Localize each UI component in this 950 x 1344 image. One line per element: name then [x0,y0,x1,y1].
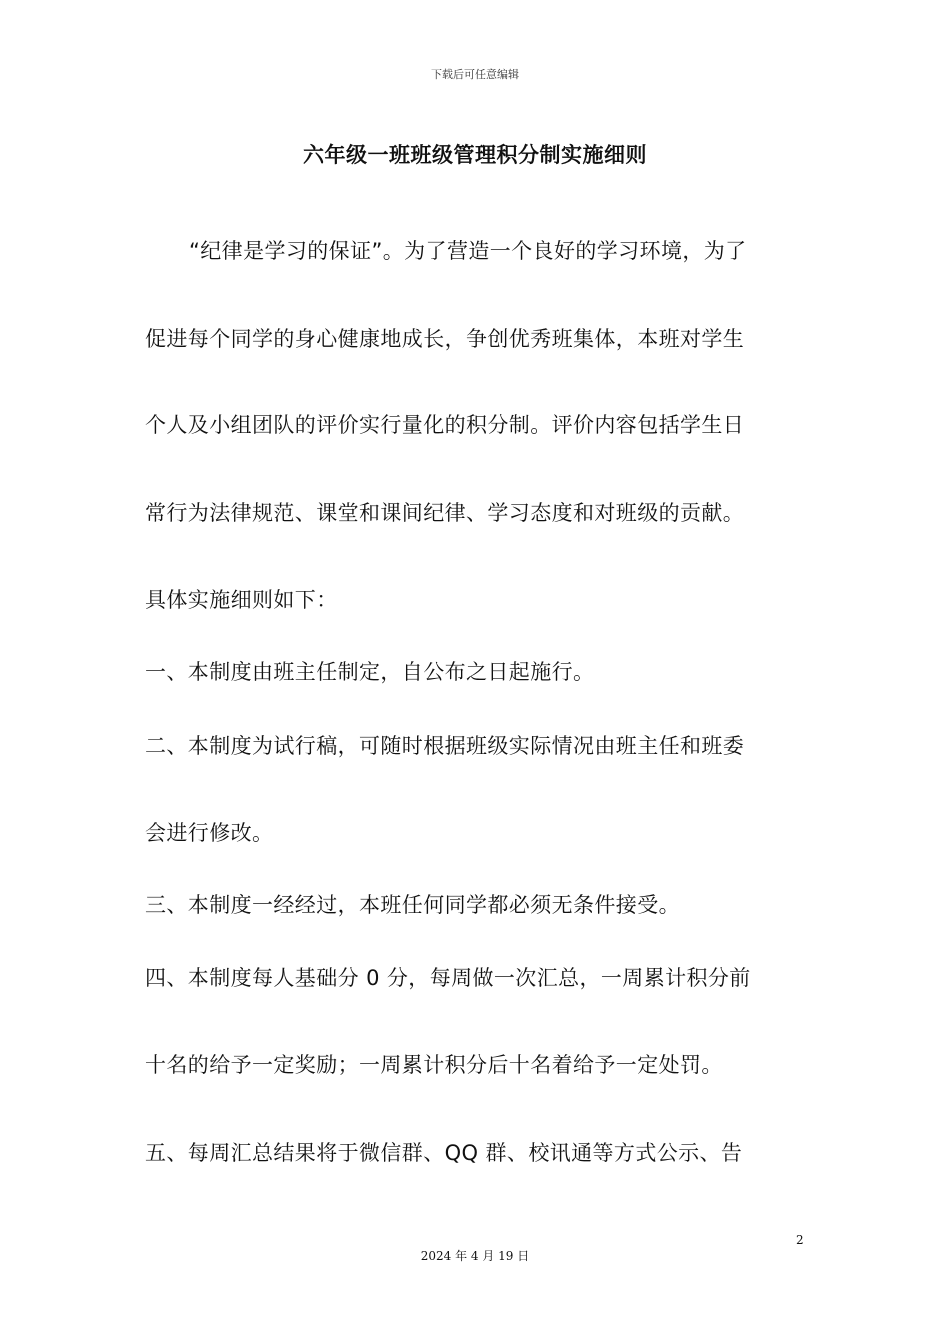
paragraph-line: 促进每个同学的身心健康地成长，争创优秀班集体，本班对学生 [145,327,745,351]
paragraph-line: 常行为法律规范、课堂和课间纪律、学习态度和对班级的贡献。 [145,501,745,525]
paragraph-line: “纪律是学习的保证”。为了营造一个良好的学习环境，为了 [189,239,747,263]
paragraph-line: 个人及小组团队的评价实行量化的积分制。评价内容包括学生日 [145,413,745,437]
header-note: 下载后可任意编辑 [431,68,519,81]
list-item: 二、本制度为试行稿，可随时根据班级实际情况由班主任和班委 [145,734,745,758]
document-title: 六年级一班班级管理积分制实施细则 [303,143,647,167]
list-item: 一、本制度由班主任制定，自公布之日起施行。 [145,660,595,684]
footer-date: 2024 年 4 月 19 日 [420,1249,530,1263]
list-item-continuation: 会进行修改。 [145,821,274,845]
list-item: 五、每周汇总结果将于微信群、QQ 群、校讯通等方式公示、告 [145,1141,743,1165]
paragraph-line: 具体实施细则如下： [145,588,338,612]
page-number: 2 [796,1233,804,1247]
list-item: 四、本制度每人基础分 0 分，每周做一次汇总，一周累计积分前 [145,966,751,990]
list-item: 三、本制度一经经过，本班任何同学都必须无条件接受。 [145,893,680,917]
list-item-continuation: 十名的给予一定奖励；一周累计积分后十名着给予一定处罚。 [145,1053,723,1077]
